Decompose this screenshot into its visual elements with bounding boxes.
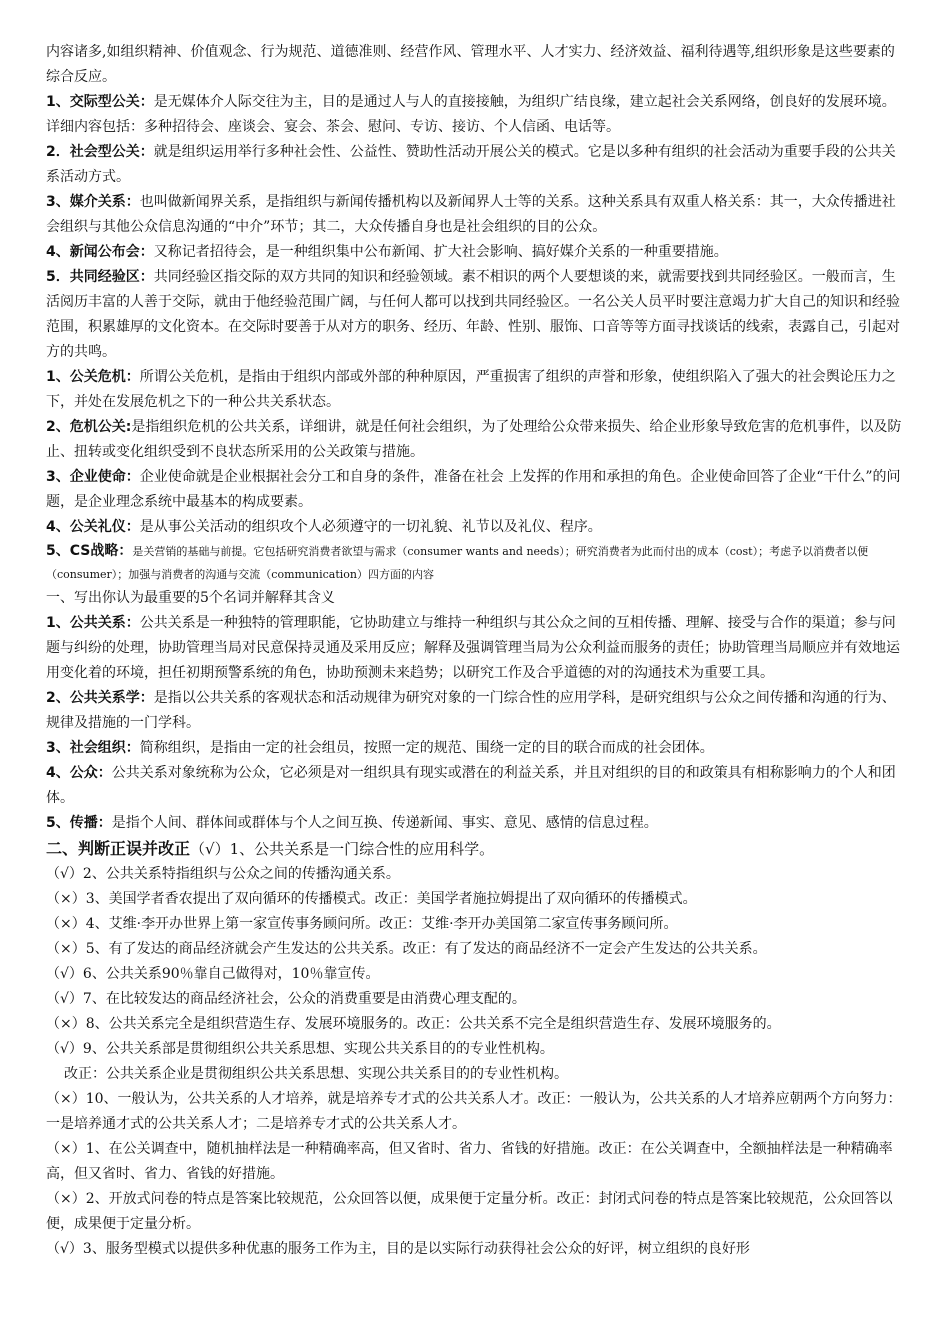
term-label: 5．共同经验区： — [46, 269, 154, 285]
judgement-item: （√）1、公共关系是一门综合性的应用科学。 — [190, 840, 495, 858]
term-paragraph — [46, 761, 908, 811]
cs-strategy-paragraph — [46, 540, 908, 586]
term-text: 简称组织，是指由一定的社会组员，按照一定的规范、围绕一定的目的联合而成的社会团体。 — [139, 740, 714, 756]
judgement-item: （√）7、在比较发达的商品经济社会，公众的消费重要是由消费心理支配的。 — [46, 991, 526, 1007]
term-text: 又称记者招待会，是一种组织集中公布新闻、扩大社会影响、搞好媒介关系的一种重要措施。 — [153, 244, 728, 260]
term-text: 也叫做新闻界关系，是指组织与新闻传播机构以及新闻界人士等的关系。这种关系具有双重人格关系：其一，大众传播进社会组织与其他公众信息沟通的“中介”环节；其二，大众传播自身也是社会组织的目的公众。 — [46, 194, 896, 235]
term-label: 2、危机公关: — [46, 419, 132, 435]
term-label: 3、社会组织： — [46, 740, 140, 756]
term-paragraph — [46, 686, 908, 736]
term-paragraph — [46, 365, 908, 415]
term-paragraph — [46, 415, 908, 465]
judgement-item: （×）5、有了发达的商品经济就会产生发达的公共关系。改正：有了发达的商品经济不一定会产生发达的公共关系。 — [46, 941, 767, 957]
term-paragraph — [46, 265, 908, 365]
term-text: 企业使命就是企业根据社会分工和自身的条件，准备在社会 上发挥的作用和承担的角色。企业使命回答了企业“干什么”的问题，是企业理念系统中最基本的构成要素。 — [46, 469, 901, 510]
judgement-item: （√）3、服务型模式以提供多种优惠的服务工作为主，目的是以实际行动获得社会公众的好评，树立组织的良好形 — [46, 1241, 750, 1257]
judgement-item: （×）4、艾维·李开办世界上第一家宣传事务顾问所。改正：艾维·李开办美国第二家宣传事务顾问所。 — [46, 916, 678, 932]
term-text: 是关营销的基础与前提。它包括研究消费者欲望与需求（consumer wants and needs）；研究消费者为此而付出的成本（cost）；考虑予以消费者以便（consumer）；加强与消费者的沟通与交流（communication）四方面的内容 — [46, 545, 869, 581]
term-label: 1、公共关系： — [46, 615, 140, 631]
term-text: 就是组织运用举行多种社会性、公益性、赞助性活动开展公关的模式。它是以多种有组织的社会活动为重要手段的公共关系活动方式。 — [46, 144, 896, 185]
judgement-item: （×）3、美国学者香农提出了双向循环的传播模式。改正：美国学者施拉姆提出了双向循环的传播模式。 — [46, 891, 697, 907]
term-paragraph — [46, 515, 908, 540]
term-label: 4、公关礼仪： — [46, 519, 140, 535]
term-paragraph — [46, 190, 908, 240]
term-label: 4、新闻公布会： — [46, 244, 154, 260]
judgement-item: （√）9、公共关系部是贯彻组织公共关系思想、实现公共关系目的的专业性机构。 — [46, 1041, 554, 1057]
term-label: 1、交际型公关： — [46, 94, 154, 110]
term-text: 公共关系是一种独特的管理职能，它协助建立与维持一种组织与其公众之间的互相传播、理解、接受与合作的渠道；参与问题与纠纷的处理，协助管理当局对民意保持灵通及采用反应；解释及强调管理当局为公众利益而服务的责任；协助管理当局顺应并有效地运用变化着的环境，担任初期预警系统的角色，协助预测未来趋势；以研究工作及合乎道德的对的沟通技术为重要工具。 — [46, 615, 900, 681]
judgement-item: （×）2、开放式问卷的特点是答案比较规范，公众回答以便，成果便于定量分析。改正：封闭式问卷的特点是答案比较规范，公众回答以便，成果便于定量分析。 — [46, 1191, 893, 1232]
term-text: 是从事公关活动的组织攻个人必须遵守的一切礼貌、礼节以及礼仪、程序。 — [139, 519, 602, 535]
intro-paragraph: 内容诸多,如组织精神、价值观念、行为规范、道德准则、经营作风、管理水平、人才实力、经济效益、福利待遇等,组织形象是这些要素的综合反应。 — [46, 44, 895, 85]
term-text: 是指以公共关系的客观状态和活动规律为研究对象的一门综合性的应用学科，是研究组织与公众之间传播和沟通的行为、规律及措施的一门学科。 — [46, 690, 896, 731]
term-paragraph — [46, 140, 908, 190]
term-paragraph — [46, 240, 908, 265]
term-label: 4、公众： — [46, 765, 112, 781]
term-label: 3、媒介关系： — [46, 194, 140, 210]
term-text: 共同经验区指交际的双方共同的知识和经验领域。素不相识的两个人要想谈的来，就需要找到共同经验区。一般而言，生活阅历丰富的人善于交际，就由于他经验范围广阔，与任何人都可以找到共同经验区。一名公关人员平时要注意竭力扩大自己的知识和经验范围，积累雄厚的文化资本。在交际时要善于从对方的职务、经历、年龄、性别、服饰、口音等等方面寻找谈话的线索，表露自己，引起对方的共鸣。 — [46, 269, 900, 360]
section-title: 一、写出你认为最重要的5个名词并解释其含义 — [46, 590, 335, 606]
term-label: 1、公关危机： — [46, 369, 140, 385]
term-label: 5、传播： — [46, 815, 112, 831]
term-label: 3、企业使命： — [46, 469, 140, 485]
judgement-item: （×）1、在公关调查中，随机抽样法是一种精确率高，但又省时、省力、省钱的好措施。改正：在公关调查中，全额抽样法是一种精确率高，但又省时、省力、省钱的好措施。 — [46, 1141, 893, 1182]
section-title-text: 二、判断正误并改正 — [46, 839, 191, 858]
term-text: 是指组织危机的公共关系，详细讲，就是任何社会组织，为了处理给公众带来损失、给企业形象导致危害的危机事件，以及防止、扭转或变化组织受到不良状态所采用的公关政策与措施。 — [46, 419, 902, 460]
term-text: 是指个人间、群体间或群体与个人之间互换、传递新闻、事实、意见、感情的信息过程。 — [111, 815, 658, 831]
term-text: 所谓公关危机，是指由于组织内部或外部的种种原因，严重损害了组织的声誉和形象，使组织陷入了强大的社会舆论压力之下，并处在发展危机之下的一种公共关系状态。 — [46, 369, 896, 410]
section-title — [46, 836, 908, 862]
term-paragraph — [46, 90, 908, 140]
judgement-item: （×）8、公共关系完全是组织营造生存、发展环境服务的。改正：公共关系不完全是组织营造生存、发展环境服务的。 — [46, 1016, 781, 1032]
judgement-correction: 改正：公共关系企业是贯彻组织公共关系思想、实现公共关系目的的专业性机构。 — [64, 1066, 568, 1082]
term-text: 公共关系对象统称为公众，它必须是对一组织具有现实或潜在的利益关系，并且对组织的目的和政策具有相称影响力的个人和团体。 — [46, 765, 896, 806]
judgement-item: （×）10、一般认为，公共关系的人才培养，就是培养专才式的公共关系人才。改正：一般认为，公共关系的人才培养应朝两个方向努力：一是培养通才式的公共关系人才；二是培养专才式的公共关系人才。 — [46, 1091, 902, 1132]
term-label: 2、公共关系学： — [46, 690, 154, 706]
judgement-item: （√）6、公共关系90％靠自己做得对，10％靠宣传。 — [46, 966, 380, 982]
term-label: 2．社会型公关： — [46, 144, 154, 160]
term-paragraph — [46, 811, 908, 836]
term-paragraph — [46, 611, 908, 686]
term-paragraph — [46, 736, 908, 761]
term-label: 5、CS战略： — [46, 543, 133, 559]
term-text: 是无媒体介人际交往为主，目的是通过人与人的直接接触，为组织广结良缘，建立起社会关系网络，创良好的发展环境。详细内容包括：多种招待会、座谈会、宴会、茶会、慰问、专访、接访、个人信函、电话等。 — [46, 94, 896, 135]
judgement-item: （√）2、公共关系特指组织与公众之间的传播沟通关系。 — [46, 866, 400, 882]
term-paragraph — [46, 465, 908, 515]
